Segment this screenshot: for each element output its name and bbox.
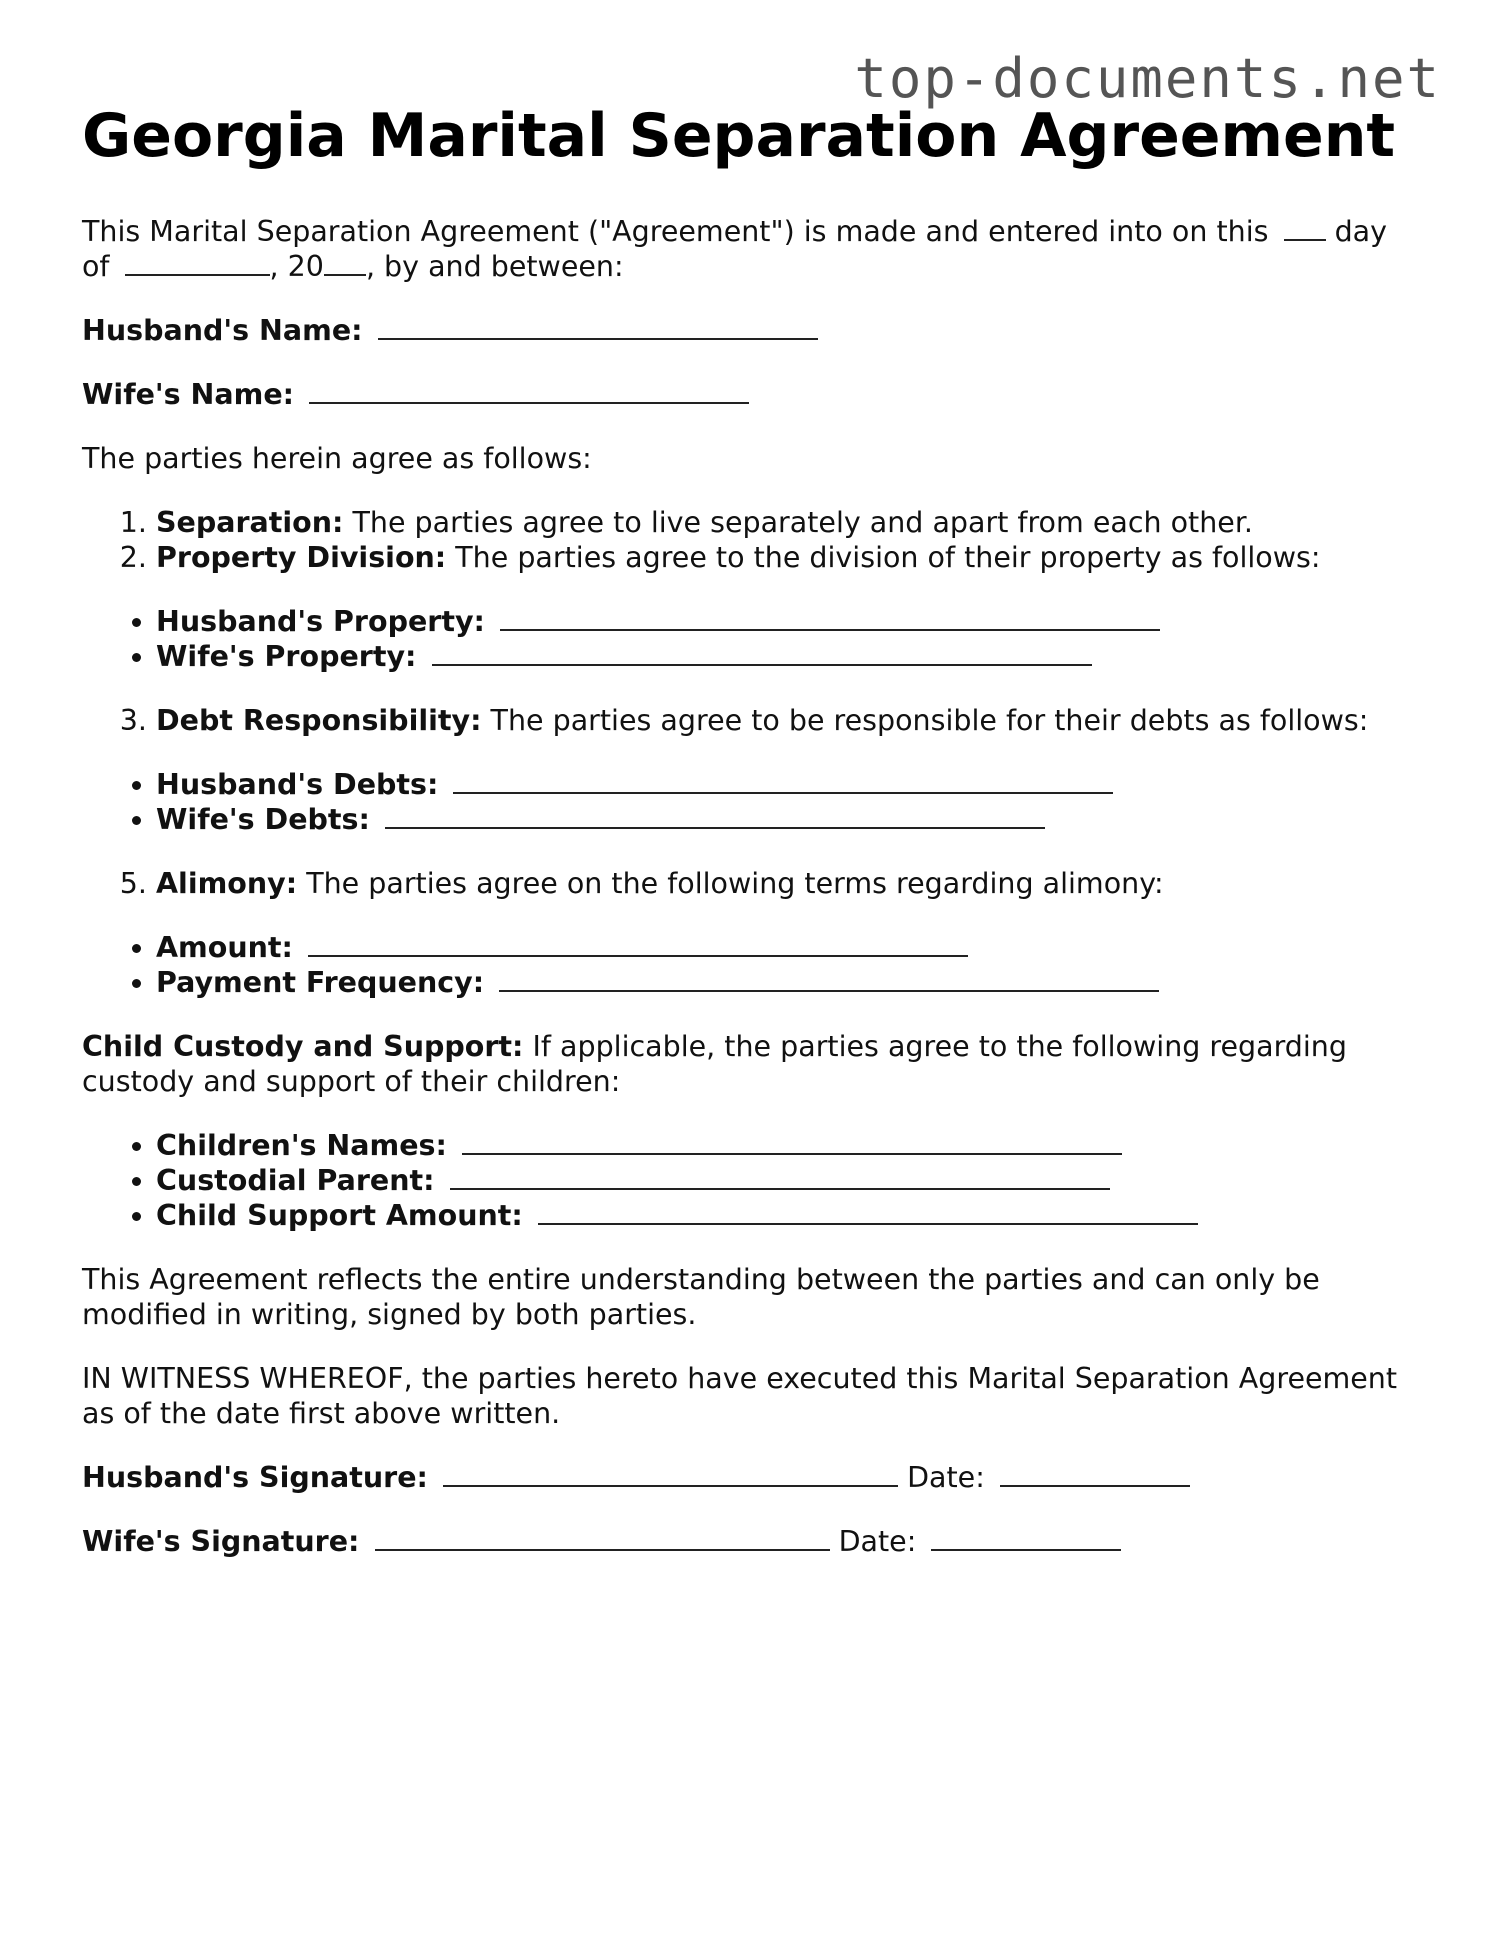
- amount-blank[interactable]: [308, 930, 968, 957]
- custodial-parent-blank[interactable]: [450, 1163, 1110, 1190]
- separation-text: The parties agree to live separately and apart from each other.: [343, 506, 1253, 539]
- husband-debts-blank[interactable]: [453, 767, 1113, 794]
- wife-name-blank[interactable]: [309, 377, 749, 404]
- wife-signature-blank[interactable]: [375, 1524, 830, 1551]
- custody-fields: [82, 1128, 1422, 1233]
- husband-date-label: Date:: [907, 1461, 985, 1494]
- childrens-names-label: Children's Names:: [156, 1129, 447, 1162]
- husband-property-label: Husband's Property:: [156, 605, 485, 638]
- intro-text-4: , by and between:: [365, 250, 624, 283]
- husband-name-label: Husband's Name:: [82, 314, 363, 347]
- child-support-amount-blank[interactable]: [538, 1198, 1198, 1225]
- husband-date-blank[interactable]: [1000, 1460, 1190, 1487]
- list-item: [156, 767, 1422, 802]
- term-alimony: [156, 866, 1422, 901]
- debt-label: Debt Responsibility:: [156, 704, 482, 737]
- wife-date-blank[interactable]: [931, 1524, 1121, 1551]
- list-item: [156, 1163, 1422, 1198]
- term-separation: [156, 505, 1422, 540]
- wife-signature-label: Wife's Signature:: [82, 1525, 360, 1558]
- document-page: [82, 100, 1422, 1588]
- property-division-label: Property Division:: [156, 541, 447, 574]
- alimony-text: The parties agree on the following terms regarding alimony:: [297, 867, 1164, 900]
- year-blank[interactable]: [324, 249, 366, 276]
- separation-label: Separation:: [156, 506, 344, 539]
- husband-property-blank[interactable]: [500, 604, 1160, 631]
- husband-signature-label: Husband's Signature:: [82, 1461, 428, 1494]
- month-blank[interactable]: [125, 249, 270, 276]
- custody-paragraph: [82, 1029, 1422, 1099]
- husband-signature-line: [82, 1460, 1422, 1495]
- husband-debts-label: Husband's Debts:: [156, 768, 439, 801]
- property-division-text: The parties agree to the division of their property as follows:: [446, 541, 1321, 574]
- agree-intro: The parties herein agree as follows:: [82, 442, 592, 475]
- debt-fields: [82, 767, 1422, 837]
- debt-text: The parties agree to be responsible for their debts as follows:: [481, 704, 1369, 737]
- intro-text-1: This Marital Separation Agreement ("Agreement") is made and entered into on this: [82, 215, 1269, 248]
- wife-date-label: Date:: [838, 1525, 917, 1558]
- childrens-names-blank[interactable]: [462, 1128, 1122, 1155]
- list-item: [156, 930, 1422, 965]
- intro-paragraph: [82, 214, 1422, 284]
- payment-frequency-label: Payment Frequency:: [156, 966, 485, 999]
- wife-signature-line: [82, 1524, 1422, 1559]
- intro-text-3: , 20: [269, 250, 324, 283]
- day-blank[interactable]: [1284, 214, 1326, 241]
- wife-debts-blank[interactable]: [385, 802, 1045, 829]
- wife-name-label: Wife's Name:: [82, 378, 295, 411]
- list-item: [156, 1128, 1422, 1163]
- terms-list-1: [82, 505, 1422, 575]
- child-support-amount-label: Child Support Amount:: [156, 1199, 523, 1232]
- custody-text: If applicable, the parties agree to the following regarding custody and support of their children:: [82, 1030, 1347, 1098]
- wife-debts-label: Wife's Debts:: [156, 803, 370, 836]
- alimony-fields: [82, 930, 1422, 1000]
- wife-name-line: [82, 377, 1422, 412]
- terms-list-5: [82, 866, 1422, 901]
- term-property-division: [156, 540, 1422, 575]
- list-item: [156, 965, 1422, 1000]
- intro-text-2: day of: [82, 215, 1388, 283]
- alimony-label: Alimony:: [156, 867, 298, 900]
- terms-list-3: [82, 703, 1422, 738]
- document-title: Georgia Marital Separation Agreement: [82, 101, 1396, 171]
- husband-name-line: [82, 313, 1422, 348]
- custodial-parent-label: Custodial Parent:: [156, 1164, 435, 1197]
- list-item: [156, 1198, 1422, 1233]
- entire-agreement-paragraph: This Agreement reflects the entire understanding between the parties and can only be modified in writing, signed by both parties.: [82, 1263, 1320, 1331]
- property-fields: [82, 604, 1422, 674]
- list-item: [156, 639, 1422, 674]
- list-item: [156, 604, 1422, 639]
- amount-label: Amount:: [156, 931, 293, 964]
- husband-name-blank[interactable]: [378, 313, 818, 340]
- list-item: [156, 802, 1422, 837]
- custody-label: Child Custody and Support:: [82, 1030, 524, 1063]
- wife-property-label: Wife's Property:: [156, 640, 417, 673]
- payment-frequency-blank[interactable]: [499, 965, 1159, 992]
- wife-property-blank[interactable]: [432, 639, 1092, 666]
- term-debt-responsibility: [156, 703, 1422, 738]
- witness-paragraph: IN WITNESS WHEREOF, the parties hereto have executed this Marital Separation Agreement as of the date first above written.: [82, 1362, 1398, 1430]
- husband-signature-blank[interactable]: [443, 1460, 898, 1487]
- watermark: top-documents.net: [854, 47, 1441, 110]
